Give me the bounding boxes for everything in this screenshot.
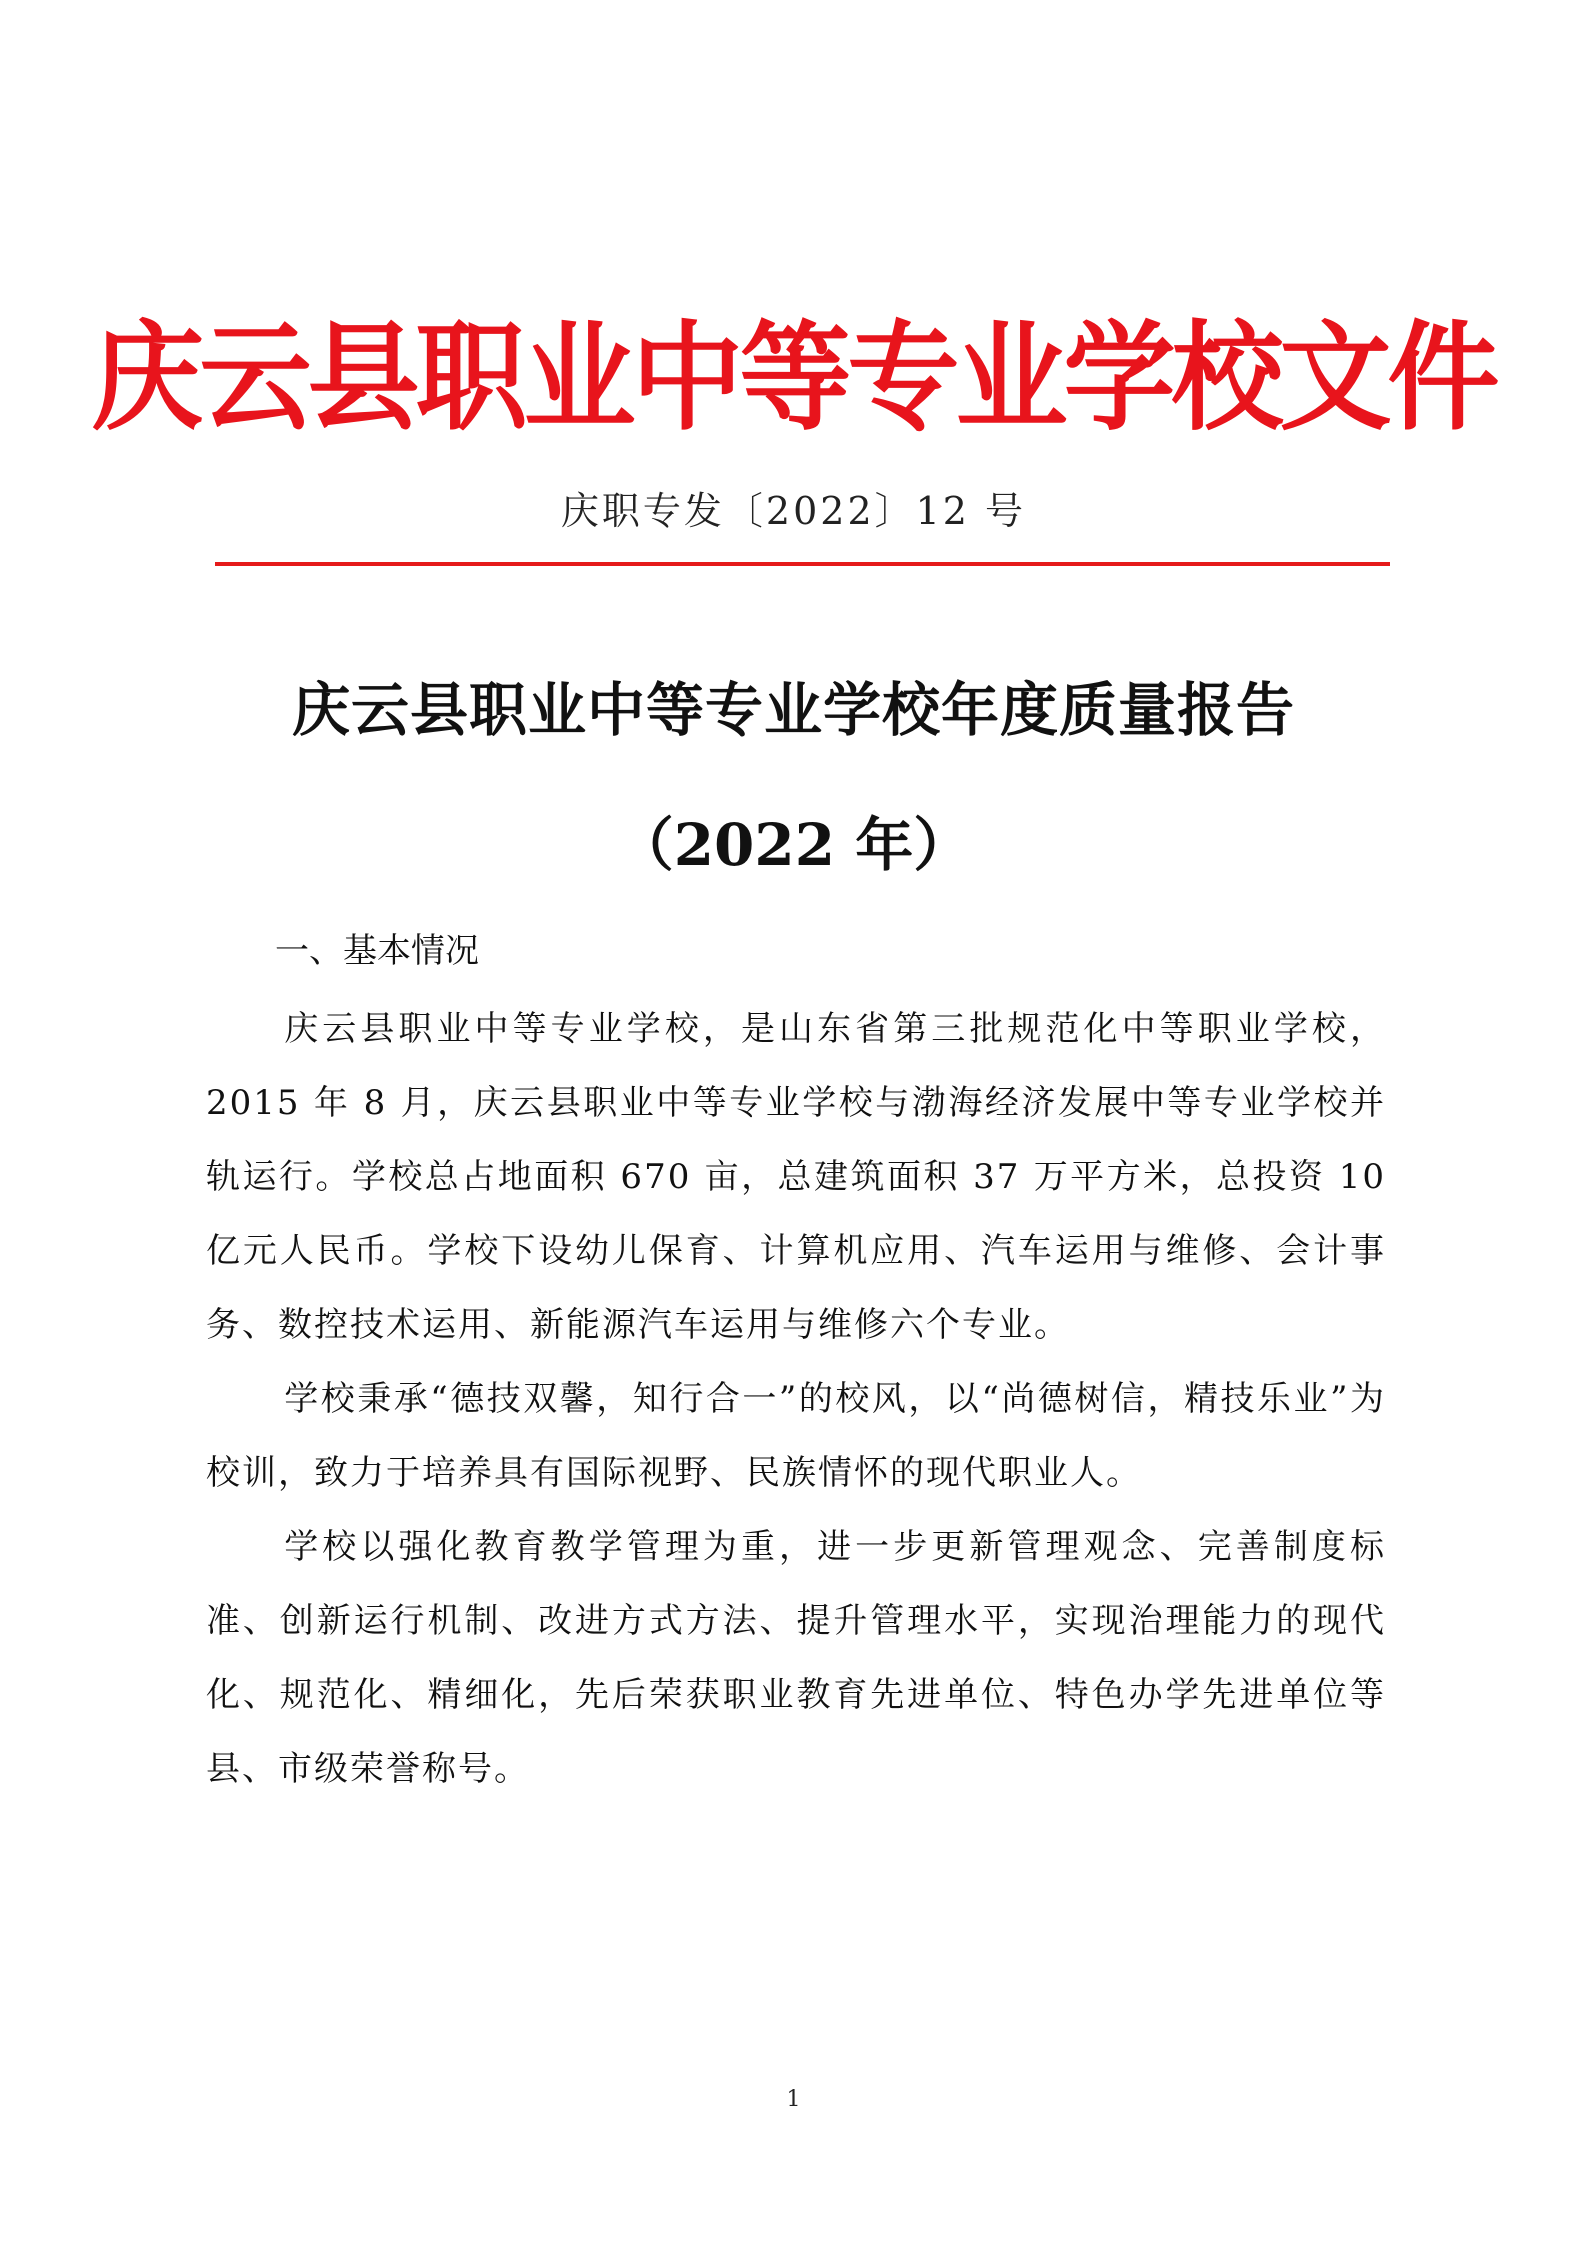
report-year: （2022 年） xyxy=(615,811,972,879)
body-paragraph: 学校秉承“德技双馨，知行合一”的校风，以“尚德树信，精技乐业”为校训，致力于培养具有国际视野、民族情怀的现代职业人。 xyxy=(206,1379,1386,1493)
body-paragraph: 庆云县职业中等专业学校，是山东省第三批规范化中等职业学校，2015 年 8 月，庆云县职业中等专业学校与渤海经济发展中等专业学校并轨运行。学校总占地面积 670 亩，总建筑面积 37 万平方米，总投资 10 亿元人民币。学校下设幼儿保育、计算机应用、汽车运用与维修、会计事务、数控技术运用、新能源汽车运用与维修六个专业。 xyxy=(206,1009,1386,1345)
page-number: 1 xyxy=(786,2087,801,2112)
body-paragraph: 学校以强化教育教学管理为重，进一步更新管理观念、完善制度标准、创新运行机制、改进方式方法、提升管理水平，实现治理能力的现代化、规范化、精细化，先后荣获职业教育先进单位、特色办学先进单位等县、市级荣誉称号。 xyxy=(206,1527,1386,1789)
red-separator-line xyxy=(215,562,1390,566)
section-heading: 一、基本情况 xyxy=(275,931,479,971)
report-title: 庆云县职业中等专业学校年度质量报告 xyxy=(291,676,1295,744)
document-number: 庆职专发〔2022〕12 号 xyxy=(560,489,1027,533)
issuer-header-title: 庆云县职业中等专业学校文件 xyxy=(91,310,1496,447)
